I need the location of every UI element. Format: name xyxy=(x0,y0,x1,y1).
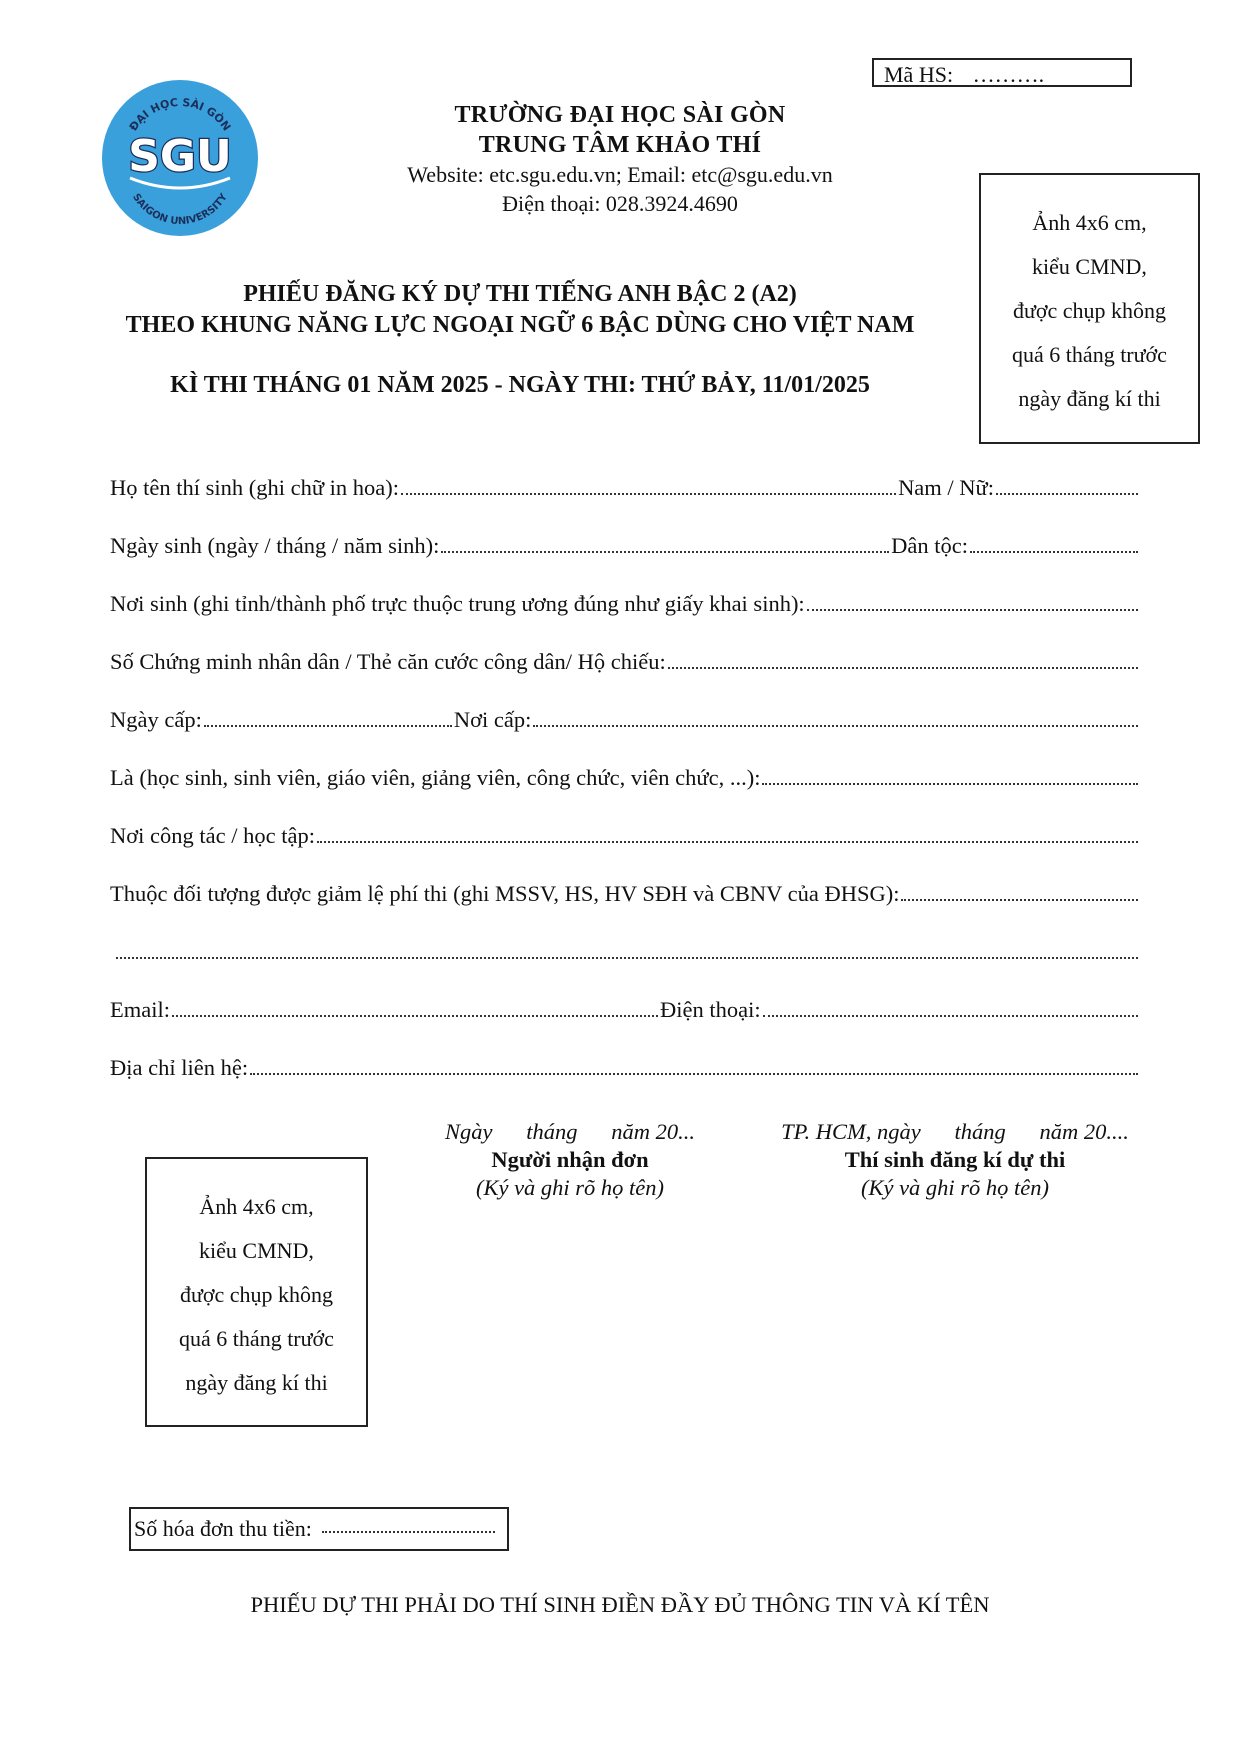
photo-line: được chụp không xyxy=(1012,298,1167,323)
field-row-workplace xyxy=(110,821,1140,851)
email-input[interactable] xyxy=(172,995,658,1017)
field-row-occupation xyxy=(110,763,1140,793)
field-row-name xyxy=(110,473,1140,503)
field-row-issue xyxy=(110,705,1140,735)
logo-top-text: ĐẠI HỌC SÀI GÒN xyxy=(126,95,234,134)
form-title: PHIẾU ĐĂNG KÝ DỰ THI TIẾNG ANH BẬC 2 (A2) xyxy=(243,281,797,307)
field-row-birthplace xyxy=(110,589,1140,619)
photo-line: Ảnh 4x6 cm, xyxy=(1032,210,1147,235)
phone-info: Điện thoại: 028.3924.4690 xyxy=(502,191,738,216)
ethnicity-input[interactable] xyxy=(970,531,1138,553)
receiver-date-line: Ngày tháng năm 20... xyxy=(445,1119,695,1144)
photo-line: ngày đăng kí thi xyxy=(185,1370,328,1395)
photo-line: ngày đăng kí thi xyxy=(1018,386,1161,411)
candidate-title: Thí sinh đăng kí dự thi xyxy=(844,1147,1066,1172)
phone-input[interactable] xyxy=(763,995,1138,1017)
phone-label: Điện thoại: xyxy=(660,997,761,1022)
student-code-box[interactable] xyxy=(872,58,1132,87)
receiver-signature-block xyxy=(410,1118,730,1202)
receiver-title: Người nhận đơn xyxy=(491,1147,649,1172)
receipt-label: Số hóa đơn thu tiền: xyxy=(134,1516,312,1541)
photo-line: kiểu CMND, xyxy=(199,1238,314,1263)
photo-line: quá 6 tháng trước xyxy=(1012,342,1167,367)
form-subtitle: THEO KHUNG NĂNG LỰC NGOẠI NGỮ 6 BẬC DÙNG CHO VIỆT NAM xyxy=(125,312,915,338)
fee-reduction-input[interactable] xyxy=(901,879,1138,901)
photo-line: được chụp không xyxy=(179,1282,334,1307)
student-code-value: ………. xyxy=(972,62,1045,87)
full-name-input[interactable] xyxy=(401,473,896,495)
candidate-signature-block xyxy=(740,1118,1170,1202)
receipt-input[interactable] xyxy=(322,1509,495,1533)
exam-center-name: TRUNG TÂM KHẢO THÍ xyxy=(478,132,762,158)
sgu-logo xyxy=(100,78,260,238)
birth-date-label: Ngày sinh (ngày / tháng / năm sinh): xyxy=(110,533,440,558)
ethnicity-label: Dân tộc: xyxy=(891,533,968,558)
candidate-date-line: TP. HCM, ngày tháng năm 20.... xyxy=(781,1119,1129,1144)
issue-date-input[interactable] xyxy=(204,705,452,727)
birth-place-label: Nơi sinh (ghi tỉnh/thành phố trực thuộc trung ương đúng như giấy khai sinh): xyxy=(110,591,805,616)
university-name: TRƯỜNG ĐẠI HỌC SÀI GÒN xyxy=(454,102,786,128)
email-label: Email: xyxy=(110,997,170,1022)
field-row-birth xyxy=(110,531,1140,561)
contact-info: Website: etc.sgu.edu.vn; Email: etc@sgu.edu.vn xyxy=(407,162,833,187)
workplace-label: Nơi công tác / học tập: xyxy=(110,823,315,848)
full-name-label: Họ tên thí sinh (ghi chữ in hoa): xyxy=(110,475,400,500)
student-code-label: Mã HS: xyxy=(884,62,954,87)
birth-date-input[interactable] xyxy=(441,531,889,553)
issue-place-input[interactable] xyxy=(533,705,1138,727)
receipt-box xyxy=(129,1507,509,1551)
fee-reduction-input-line2[interactable] xyxy=(116,937,1138,959)
birth-place-input[interactable] xyxy=(807,589,1138,611)
field-row-fee xyxy=(110,879,1140,909)
photo-line: quá 6 tháng trước xyxy=(179,1326,334,1351)
workplace-input[interactable] xyxy=(317,821,1138,843)
candidate-note: (Ký và ghi rõ họ tên) xyxy=(860,1175,1050,1200)
field-row-id xyxy=(110,647,1140,677)
address-input[interactable] xyxy=(250,1053,1138,1075)
logo-main-text: SGU xyxy=(128,131,232,182)
id-number-label: Số Chứng minh nhân dân / Thẻ căn cước công dân/ Hộ chiếu: xyxy=(110,649,666,674)
gender-label: Nam / Nữ: xyxy=(898,475,994,500)
occupation-label: Là (học sinh, sinh viên, giáo viên, giảng viên, công chức, viên chức, ...): xyxy=(110,765,761,790)
issue-place-label: Nơi cấp: xyxy=(453,707,532,732)
issue-date-label: Ngày cấp: xyxy=(110,707,202,732)
exam-date-title: KÌ THI THÁNG 01 NĂM 2025 - NGÀY THI: THỨ BẢY, 11/01/2025 xyxy=(170,372,870,398)
footer-notice: PHIẾU DỰ THI PHẢI DO THÍ SINH ĐIỀN ĐẦY ĐỦ THÔNG TIN VÀ KÍ TÊN xyxy=(250,1592,990,1617)
logo-bottom-text: SAIGON UNIVERSITY xyxy=(130,191,230,228)
gender-input[interactable] xyxy=(996,473,1138,495)
occupation-input[interactable] xyxy=(762,763,1138,785)
field-row-contact xyxy=(110,995,1140,1025)
field-row-address xyxy=(110,1053,1140,1083)
photo-line: kiểu CMND, xyxy=(1032,254,1147,279)
address-label: Địa chỉ liên hệ: xyxy=(110,1055,249,1080)
receiver-note: (Ký và ghi rõ họ tên) xyxy=(475,1175,665,1200)
fee-reduction-label: Thuộc đối tượng được giảm lệ phí thi (ghi MSSV, HS, HV SĐH và CBNV của ĐHSG): xyxy=(110,881,900,906)
field-row-fee-continued xyxy=(110,937,1140,967)
photo-line: Ảnh 4x6 cm, xyxy=(199,1194,314,1219)
id-number-input[interactable] xyxy=(668,647,1138,669)
photo-box-top xyxy=(979,173,1200,444)
photo-box-bottom xyxy=(145,1157,368,1427)
